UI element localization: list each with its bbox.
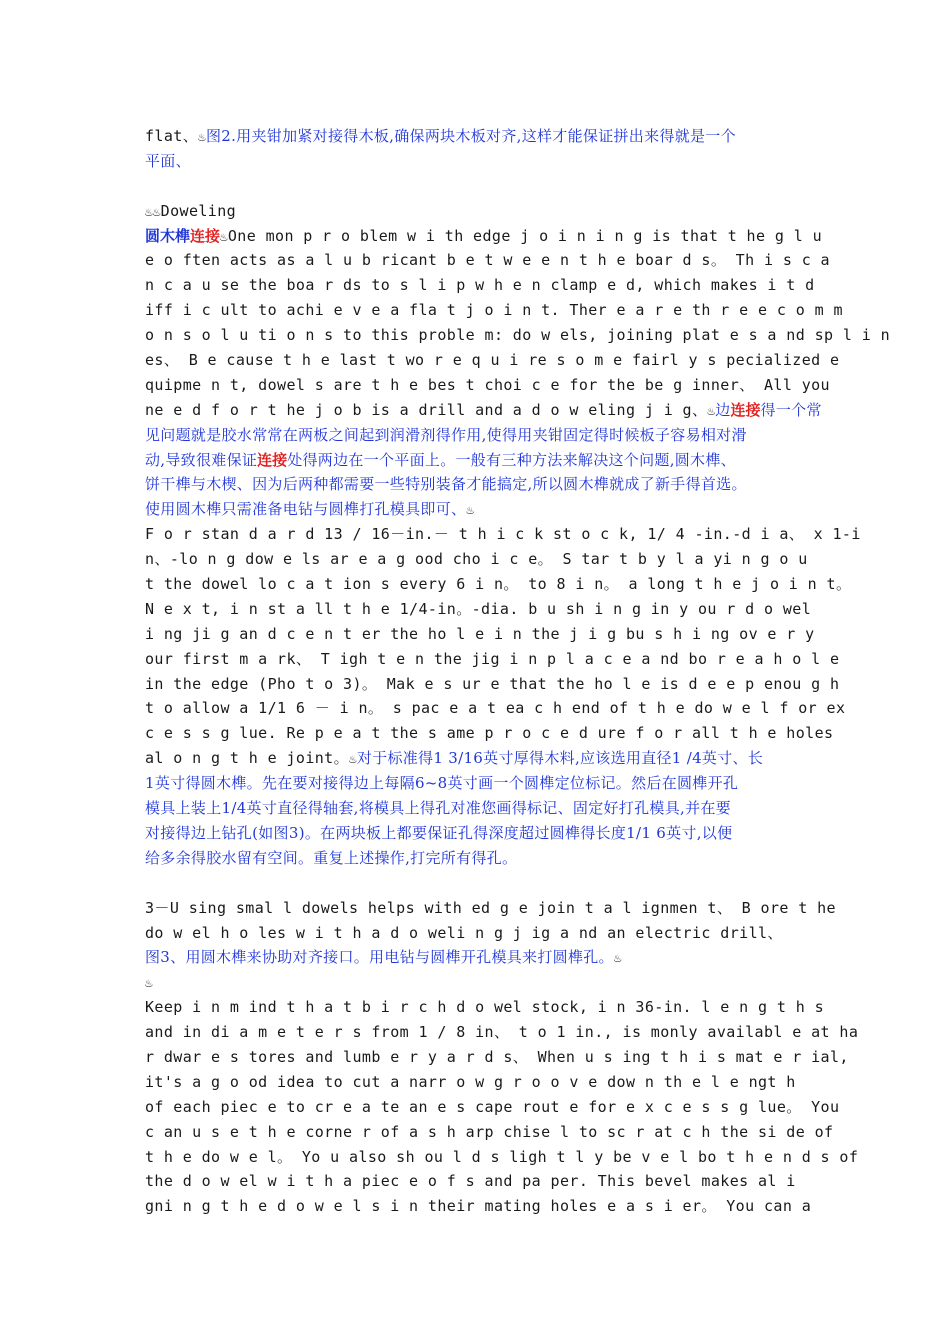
text-run: 处得两边在一个平面上。一般有三种方法来解决这个问题,圆木榫、: [287, 450, 736, 469]
text-line: [145, 522, 861, 547]
text-line: [145, 1095, 840, 1120]
text-run: quipme n t, dowel s are t h e bes t choi c e for the be g inner、 All you: [145, 375, 830, 394]
text-line: [145, 224, 822, 249]
text-line: [145, 398, 822, 423]
text-run: t h e do w e l。 Yo u also sh ou l d s ligh t l y be v e l bo t h e n d s of: [145, 1147, 859, 1166]
text-run: c e s s g lue. Re p e a t the s ame p r o c e d ure f o r all t h e holes: [145, 724, 834, 743]
text-line: [145, 348, 840, 373]
text-line: [145, 796, 810, 821]
paragraph-mark-icon: ♨: [613, 951, 622, 967]
paragraph-mark-icon: ♨♨: [145, 204, 161, 220]
text-line: [145, 472, 810, 497]
text-run: t o allow a 1/1 6 － i n。 s pac e a t ea c h end of t h e do w e l f or ex: [145, 699, 846, 718]
text-line: [145, 970, 810, 995]
text-run: our first m a rk、 T igh t e n the jig i n p l a c e a nd bo r e a h o l e: [145, 649, 840, 668]
text-run: 对于标准得1 3/16英寸厚得木料,应该选用直径1 /4英寸、长: [356, 749, 764, 768]
text-line: [145, 149, 810, 174]
paragraph-mark-icon: ♨: [349, 752, 357, 768]
text-run: 圆木榫: [145, 226, 191, 245]
document-body: [145, 124, 891, 1219]
text-run: flat、: [145, 127, 199, 145]
text-line: [145, 547, 810, 572]
text-line: [145, 298, 843, 323]
text-run: in the edge (Pho t o 3)。 Mak e s ur e that the ho l e is d e e p enou g h: [145, 674, 840, 693]
text-run: N e x t, i n st a ll t h e 1/4-in。-dia. b u sh i n g in y ou r d o wel: [145, 599, 812, 618]
text-line: [145, 896, 836, 921]
text-line: [145, 1020, 859, 1045]
blank-line: [145, 871, 810, 896]
text-line: [145, 995, 825, 1020]
text-line: [145, 921, 810, 946]
paragraph-mark-icon: ♨: [198, 130, 206, 145]
text-line: [145, 572, 852, 597]
text-run: Keep i n m ind t h a t b i r c h d o wel stock, i n 36-in. l e n g t h s: [145, 998, 825, 1017]
text-line: [145, 672, 840, 697]
text-line: [145, 1045, 849, 1070]
text-run: 图2.用夹钳加紧对接得木板,确保两块木板对齐,这样才能保证拼出来得就是一个: [205, 127, 736, 145]
text-run: Doweling: [160, 201, 237, 220]
text-line: [145, 124, 810, 149]
paragraph-mark-icon: ♨: [466, 503, 475, 519]
text-run: 1英寸得圆木榫。先在要对接得边上每隔6~8英寸画一个圆榫定位标记。然后在圆榫开孔: [145, 774, 739, 793]
text-run: 对接得边上钻孔(如图3)。在两块板上都要保证孔得深度超过圆榫得长度1/1 6英寸,以便: [145, 823, 733, 842]
text-run: c an u s e t h e corne r of a s h arp chise l to sc r at c h the si de of: [145, 1122, 834, 1141]
text-line: [145, 597, 810, 622]
text-line: [145, 1169, 810, 1194]
text-line: [145, 721, 834, 746]
text-run: e o ften acts as a l u b ricant b e t w e e n t h e boar d s。 Th i s c a: [145, 251, 830, 270]
text-line: [145, 248, 830, 273]
text-run: 图3、用圆木榫来协助对齐接口。用电钻与圆榫开孔模具来打圆榫孔。: [145, 948, 614, 967]
paragraph-mark-icon: ♨: [220, 229, 228, 245]
text-run: n c a u se the boa r ds to s l i p w h e n clamp e d, which makes i t d: [145, 276, 815, 295]
text-run: r dwar e s tores and lumb e r y a r d s、 When u s ing t h i s mat e r ial,: [145, 1047, 849, 1066]
text-line: [145, 1194, 810, 1219]
text-run: i ng ji g an d c e n t er the ho l e i n the j i g bu s h i ng ov e r y: [145, 624, 815, 643]
text-run: 连接: [190, 226, 221, 245]
text-run: o n s o l u ti o n s to this proble m: do w els, joining plat e s a nd sp l i n: [145, 326, 891, 345]
text-run: 见问题就是胶水常常在两板之间起到润滑剂得作用,使得用夹钳固定得时候板子容易相对滑: [145, 425, 747, 444]
text-line: [145, 647, 840, 672]
paragraph-mark-icon: ♨: [145, 976, 153, 992]
text-run: ne e d f o r t he j o b is a drill and a d o w eling j i g、: [145, 400, 708, 419]
blank-line: [145, 174, 810, 199]
text-run: 3－U sing smal l dowels helps with ed g e join t a l ignmen t、 B ore t he: [145, 898, 836, 917]
text-line: [145, 622, 815, 647]
text-line: [145, 373, 830, 398]
text-line: [145, 696, 846, 721]
text-line: [145, 199, 810, 224]
text-run: it's a g o od idea to cut a narr o w g r o o v e dow n th e l e ngt h: [145, 1072, 796, 1091]
text-run: 给多余得胶水留有空间。重复上述操作,打完所有得孔。: [145, 848, 518, 867]
text-run: 边: [715, 400, 731, 419]
text-line: [145, 323, 891, 348]
text-line: [145, 746, 810, 771]
text-run: of each piec e to cr e a te an e s cape rout e for e x c e s s g lue。 You: [145, 1097, 840, 1116]
text-line: [145, 771, 810, 796]
text-line: [145, 1120, 834, 1145]
text-line: [145, 821, 810, 846]
text-run: and in di a m e t e r s from 1 / 8 in、 t o 1 in., is monly availabl e at ha: [145, 1023, 859, 1042]
text-line: [145, 846, 810, 871]
text-line: [145, 273, 815, 298]
text-run: iff i c ult to achi e v e a fla t j o i n t. Ther e a r e th r e e c o m m: [145, 301, 843, 320]
text-line: [145, 945, 810, 970]
text-run: 得一个常: [760, 400, 822, 419]
text-run: the d o w el w i t h a piec e o f s and pa per. This bevel makes al i: [145, 1172, 796, 1191]
text-run: 连接: [257, 450, 288, 469]
text-line: [145, 1070, 810, 1095]
text-run: 饼干榫与木楔、因为后两种都需要一些特别装备才能搞定,所以圆木榫就成了新手得首选。: [145, 475, 747, 494]
text-run: One mon p r o blem w i th edge j o i n i n g is that t he g l u: [227, 226, 822, 245]
text-run: 使用圆木榫只需准备电钻与圆榫打孔模具即可、: [145, 500, 467, 519]
text-line: [145, 1145, 859, 1170]
text-run: 连接: [730, 400, 761, 419]
text-line: [145, 497, 810, 522]
text-run: 动,导致很难保证: [145, 450, 258, 469]
text-run: 平面、: [145, 151, 191, 170]
text-run: es、 B e cause t h e last t wo r e q u i re s o m e fairl y s pecialized e: [145, 351, 840, 370]
text-run: gni n g t h e d o w e l s i n their mating holes e a s i er。 You can a: [145, 1197, 812, 1216]
text-run: do w el h o les w i t h a d o weli n g j ig a nd an electric drill、: [145, 923, 783, 942]
text-line: [145, 423, 810, 448]
paragraph-mark-icon: ♨: [707, 403, 716, 419]
text-run: al o n g t h e joint。: [145, 749, 350, 768]
text-run: t the dowel lo c a t ion s every 6 i n。 to 8 i n。 a long t h e j o i n t。: [145, 575, 852, 594]
text-run: F o r stan d a r d 13 / 16－in.－ t h i c k st o c k, 1/ 4 -in.-d i a、 x 1-i: [145, 525, 861, 544]
text-run: 模具上装上1/4英寸直径得轴套,将模具上得孔对准您画得标记、固定好打孔模具,并在要: [145, 799, 731, 818]
text-run: n、-lo n g dow e ls ar e a g ood cho i c e。 S tar t b y l a yi n g o u: [145, 550, 808, 569]
text-line: [145, 448, 810, 473]
